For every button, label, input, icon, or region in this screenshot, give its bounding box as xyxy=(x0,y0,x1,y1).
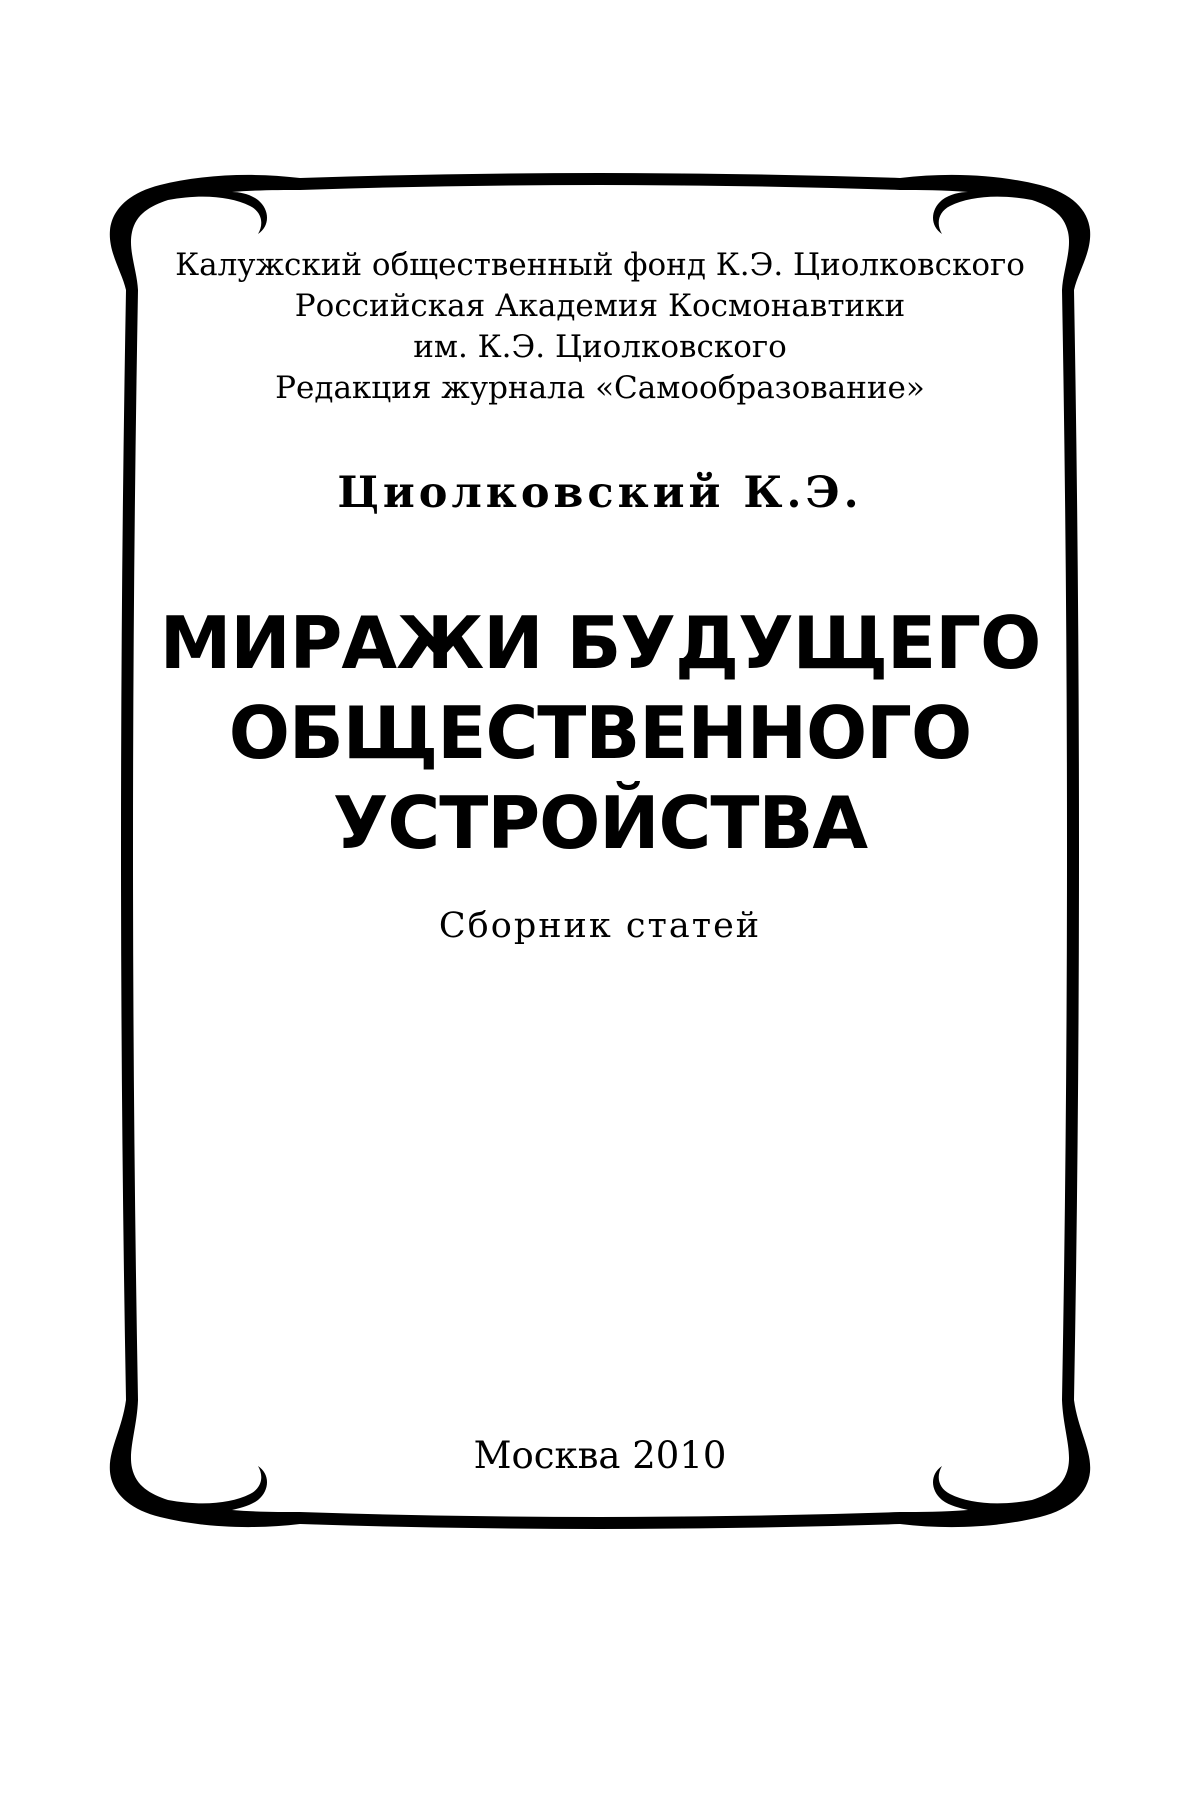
book-subtitle: Сборник статей xyxy=(438,906,762,946)
book-title xyxy=(0,598,1200,868)
publisher-line: Калужский общественный фонд К.Э. Циолковского xyxy=(175,247,1025,283)
publisher-line: Редакция журнала «Самообразование» xyxy=(275,370,925,406)
author-name: Циолковский К.Э. xyxy=(337,468,863,518)
title-line: ОБЩЕСТВЕННОГО xyxy=(228,691,972,775)
publishers-block xyxy=(0,245,1200,409)
publisher-line: Российская Академия Космонавтики xyxy=(294,288,906,324)
title-line: УСТРОЙСТВА xyxy=(332,781,868,865)
frame-bottom-bar xyxy=(300,1512,900,1529)
imprint-city-year: Москва 2010 xyxy=(473,1434,727,1477)
frame-top-bar xyxy=(300,173,900,190)
publisher-line: им. К.Э. Циолковского xyxy=(413,329,787,365)
title-line: МИРАЖИ БУДУЩЕГО xyxy=(159,601,1041,685)
